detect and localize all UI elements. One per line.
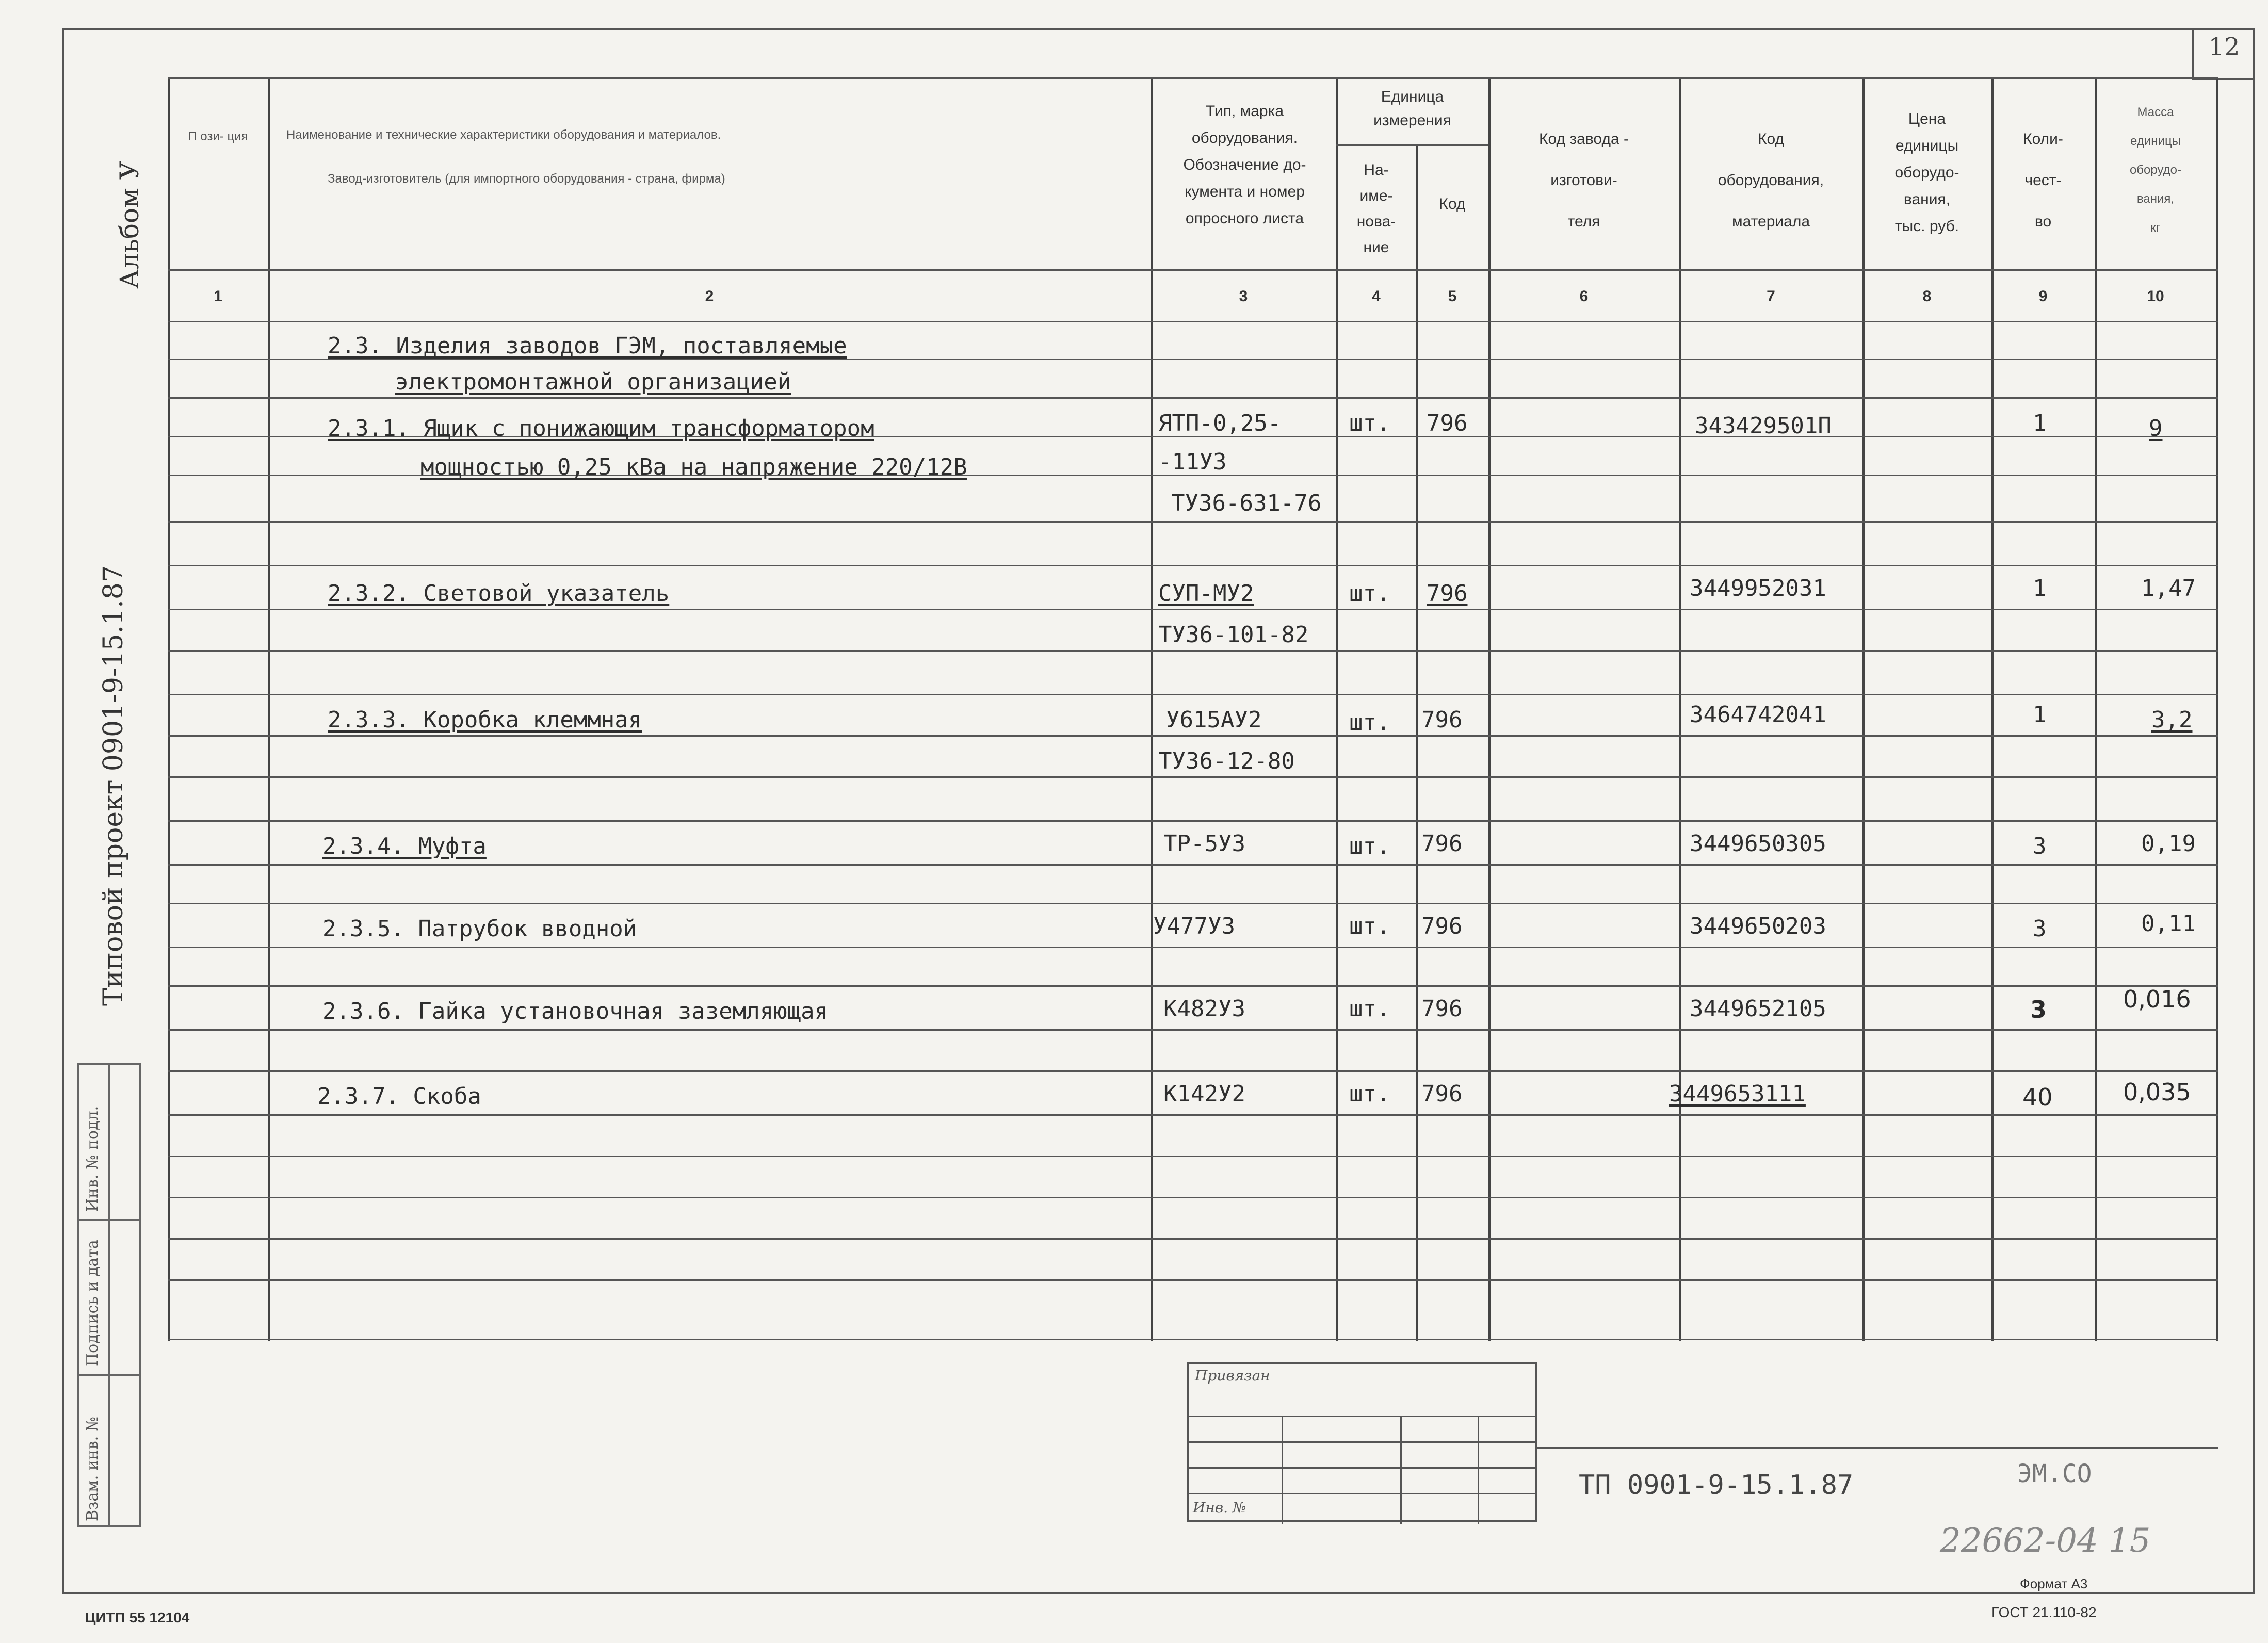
item-unit: шт.	[1349, 1081, 1390, 1107]
column-line	[1336, 77, 1338, 1341]
item-spec: ТУ36-12-80	[1158, 748, 1295, 774]
column-line	[168, 77, 170, 1341]
column-line	[268, 77, 270, 1341]
row-line	[168, 1238, 2218, 1240]
header-equipment-line: материала	[1731, 213, 1810, 230]
item-name: 2.3.7. Скоба	[317, 1083, 481, 1110]
column-number: 2	[705, 288, 714, 305]
stamp-label-inventory: Инв. №	[1193, 1499, 1246, 1516]
column-line	[1416, 144, 1418, 1341]
header-unit-group	[1336, 85, 1488, 133]
column-line	[1862, 77, 1865, 1341]
header-equipment-line: оборудования,	[1718, 172, 1824, 189]
header-equipment-line: Код	[1757, 131, 1784, 148]
attachment-stamp	[1187, 1362, 1537, 1522]
item-mass: 1,47	[2141, 575, 2196, 601]
item-mass: 0,016	[2123, 985, 2191, 1013]
sheet-designation: ЭМ.СО	[2017, 1459, 2092, 1488]
header-type-line: опросного листа	[1185, 210, 1304, 227]
row-line	[168, 1279, 2218, 1281]
header-quantity-line: чест-	[2024, 172, 2062, 189]
row-line	[168, 521, 2218, 523]
item-unit-code: 796	[1421, 996, 1463, 1022]
item-code: 343429501П	[1695, 413, 1832, 439]
header-mass-line: кг	[2150, 221, 2161, 235]
header-unit-line: измерения	[1373, 112, 1451, 129]
header-unit-name-line: име-	[1359, 187, 1393, 204]
stamp-rule	[1189, 1441, 1535, 1443]
row-line	[168, 1029, 2218, 1031]
row-line	[168, 650, 2218, 652]
item-code: 3449650305	[1690, 831, 1826, 857]
section-heading-cont: электромонтажной организацией	[395, 369, 791, 395]
row-line	[168, 985, 2218, 987]
item-quantity: 3	[2033, 833, 2047, 859]
printer-code: ЦИТП 55 12104	[85, 1609, 190, 1625]
item-mass: 3,2	[2151, 707, 2193, 733]
item-type: У477УЗ	[1153, 913, 1235, 939]
side-stamp-label: Подпись и дата	[84, 1240, 102, 1367]
item-unit: шт.	[1349, 410, 1390, 436]
header-factory-line: Код завода -	[1539, 131, 1629, 148]
item-unit-code: 796	[1427, 580, 1468, 607]
item-type: СУП-МУ2	[1158, 580, 1254, 607]
row-line	[168, 820, 2218, 822]
item-type: У615АУ2	[1166, 707, 1262, 733]
header-factory-line: изготови-	[1550, 172, 1617, 189]
item-code: 3464742041	[1690, 702, 1826, 728]
row-line	[168, 903, 2218, 904]
item-unit-code: 796	[1421, 1081, 1463, 1107]
item-code: 3449952031	[1690, 575, 1826, 601]
item-mass: 9	[2149, 415, 2163, 442]
header-mass-line: вания,	[2136, 192, 2175, 206]
column-number: 4	[1372, 288, 1381, 305]
header-equipment-code	[1679, 119, 1862, 242]
item-mass: 0,11	[2141, 910, 2196, 937]
column-number: 6	[1579, 288, 1589, 305]
item-quantity: 1	[2033, 410, 2047, 436]
stamp-rule	[1189, 1416, 1535, 1417]
item-type: К142У2	[1163, 1081, 1245, 1107]
item-name: 2.3.1. Ящик с понижающим трансформатором	[328, 415, 874, 442]
header-mass-line: оборудо-	[2129, 163, 2182, 177]
item-name-cont: мощностью 0,25 кВа на напряжение 220/12В	[420, 454, 967, 480]
row-line	[168, 947, 2218, 948]
column-line	[2216, 77, 2218, 1341]
item-unit-code: 796	[1421, 831, 1463, 857]
column-number: 1	[214, 288, 222, 305]
header-mass-line: Масса	[2137, 105, 2174, 119]
stamp-label-attached: Привязан	[1195, 1367, 1270, 1384]
header-type-line: Тип, марка	[1205, 103, 1284, 120]
row-line	[168, 1156, 2218, 1157]
row-line	[168, 1339, 2218, 1340]
item-name: 2.3.6. Гайка установочная заземляющая	[322, 998, 829, 1024]
row-line	[168, 864, 2218, 866]
header-name-line2: Завод-изготовитель (для импортного оборудования - страна, фирма)	[328, 172, 725, 186]
item-type-cont: -11УЗ	[1158, 449, 1227, 475]
row-line	[168, 1114, 2218, 1116]
section-heading: 2.3. Изделия заводов ГЭМ, поставляемые	[328, 333, 847, 359]
side-stamp-divider	[108, 1065, 110, 1525]
column-line	[2095, 77, 2097, 1341]
row-line	[168, 1197, 2218, 1198]
item-type: ЯТП-0,25-	[1158, 410, 1282, 436]
stamp-divider	[1478, 1416, 1479, 1524]
item-mass: 0,035	[2123, 1078, 2191, 1106]
header-name-line1: Наименование и технические характеристики оборудования и материалов.	[286, 128, 721, 142]
item-quantity: 3	[2030, 996, 2047, 1023]
header-quantity	[1991, 119, 2095, 242]
column-number: 10	[2147, 288, 2164, 305]
row-line	[168, 609, 2218, 610]
item-name: 2.3.3. Коробка клеммная	[328, 707, 642, 733]
row-line	[168, 565, 2218, 566]
item-name: 2.3.2. Световой указатель	[328, 580, 670, 607]
title-block	[1537, 1447, 2218, 1522]
header-price-line: тыс. руб.	[1894, 218, 1959, 235]
item-unit: шт.	[1349, 580, 1390, 607]
item-unit: шт.	[1349, 709, 1390, 736]
item-quantity: 3	[2033, 916, 2047, 942]
column-number: 3	[1239, 288, 1248, 305]
header-price-line: единицы	[1895, 137, 1959, 154]
row-line	[168, 77, 2218, 79]
header-quantity-line: во	[2034, 213, 2052, 230]
header-price-line: Цена	[1908, 110, 1946, 127]
item-unit: шт.	[1349, 996, 1390, 1022]
column-line	[1679, 77, 1681, 1341]
row-line	[1336, 144, 1488, 146]
item-name: 2.3.5. Патрубок вводной	[322, 916, 637, 942]
archive-number: 22662-04 15	[1940, 1522, 2151, 1560]
header-type-line: кумента и номер	[1185, 183, 1305, 200]
item-mass: 0,19	[2141, 831, 2196, 857]
stamp-rule	[1189, 1493, 1535, 1494]
row-line	[168, 735, 2218, 737]
album-label: Альбом У	[115, 161, 144, 289]
item-unit-code: 796	[1421, 913, 1463, 939]
header-unit-name-line: ние	[1363, 239, 1389, 256]
header-mass-line: единицы	[2130, 134, 2181, 148]
column-line	[1991, 77, 1994, 1341]
item-type: ТР-5УЗ	[1163, 831, 1245, 857]
item-unit: шт.	[1349, 913, 1390, 939]
paper-format: Формат А3	[2020, 1576, 2088, 1591]
header-unit-line: Единица	[1381, 88, 1444, 105]
stamp-divider	[1400, 1416, 1402, 1524]
row-line	[168, 694, 2218, 695]
item-quantity: 1	[2033, 702, 2047, 728]
stamp-divider	[1282, 1416, 1283, 1524]
side-stamp-box	[77, 1063, 141, 1527]
item-name: 2.3.4. Муфта	[322, 833, 487, 859]
header-price-line: оборудо-	[1894, 164, 1959, 181]
column-line	[1488, 77, 1491, 1341]
header-factory-code	[1488, 119, 1679, 242]
item-code: 3449653111	[1669, 1081, 1806, 1107]
column-number: 8	[1922, 288, 1932, 305]
header-position: П ози- ция	[188, 129, 248, 143]
item-type: К482УЗ	[1163, 996, 1245, 1022]
side-stamp-label: Взам. инв. №	[84, 1416, 102, 1521]
header-mass	[2095, 98, 2216, 242]
header-unit-name	[1336, 157, 1416, 261]
sheet-number-box	[2192, 28, 2255, 80]
document-code: ТП 0901-9-15.1.87	[1579, 1470, 1854, 1501]
row-line	[168, 776, 2218, 778]
item-code: 3449652105	[1690, 996, 1826, 1022]
row-line	[168, 1070, 2218, 1072]
project-title-vertical: Типовой проект 0901-9-15.1.87	[98, 565, 129, 1006]
header-unit-code: Код	[1439, 196, 1466, 213]
header-type-line: оборудования.	[1191, 129, 1298, 147]
item-code: 3449650203	[1690, 913, 1826, 939]
item-quantity: 40	[2022, 1083, 2053, 1111]
header-price	[1862, 106, 1991, 240]
column-number: 7	[1767, 288, 1775, 305]
standard-reference: ГОСТ 21.110-82	[1991, 1604, 2097, 1620]
stamp-rule	[1189, 1467, 1535, 1469]
header-unit-name-line: На-	[1364, 161, 1389, 178]
side-stamp-rule	[79, 1374, 139, 1376]
item-spec: ТУ36-101-82	[1158, 622, 1309, 648]
item-quantity: 1	[2033, 575, 2047, 601]
header-quantity-line: Коли-	[2023, 131, 2063, 148]
column-number: 5	[1448, 288, 1457, 305]
item-unit-code: 796	[1427, 410, 1468, 436]
item-unit-code: 796	[1421, 707, 1463, 733]
item-spec: ТУ36-631-76	[1171, 490, 1322, 516]
column-line	[1151, 77, 1153, 1341]
side-stamp-rule	[79, 1219, 139, 1221]
row-line	[168, 397, 2218, 399]
item-unit: шт.	[1349, 833, 1390, 859]
header-unit-name-line: нова-	[1356, 213, 1396, 230]
header-factory-line: теля	[1567, 213, 1600, 230]
side-stamp-label: Инв. № подл.	[84, 1105, 102, 1212]
header-type	[1153, 98, 1336, 232]
header-price-line: вания,	[1903, 191, 1951, 208]
header-type-line: Обозначение до-	[1183, 156, 1306, 173]
column-number: 9	[2038, 288, 2048, 305]
sheet-number: 12	[2208, 32, 2240, 61]
